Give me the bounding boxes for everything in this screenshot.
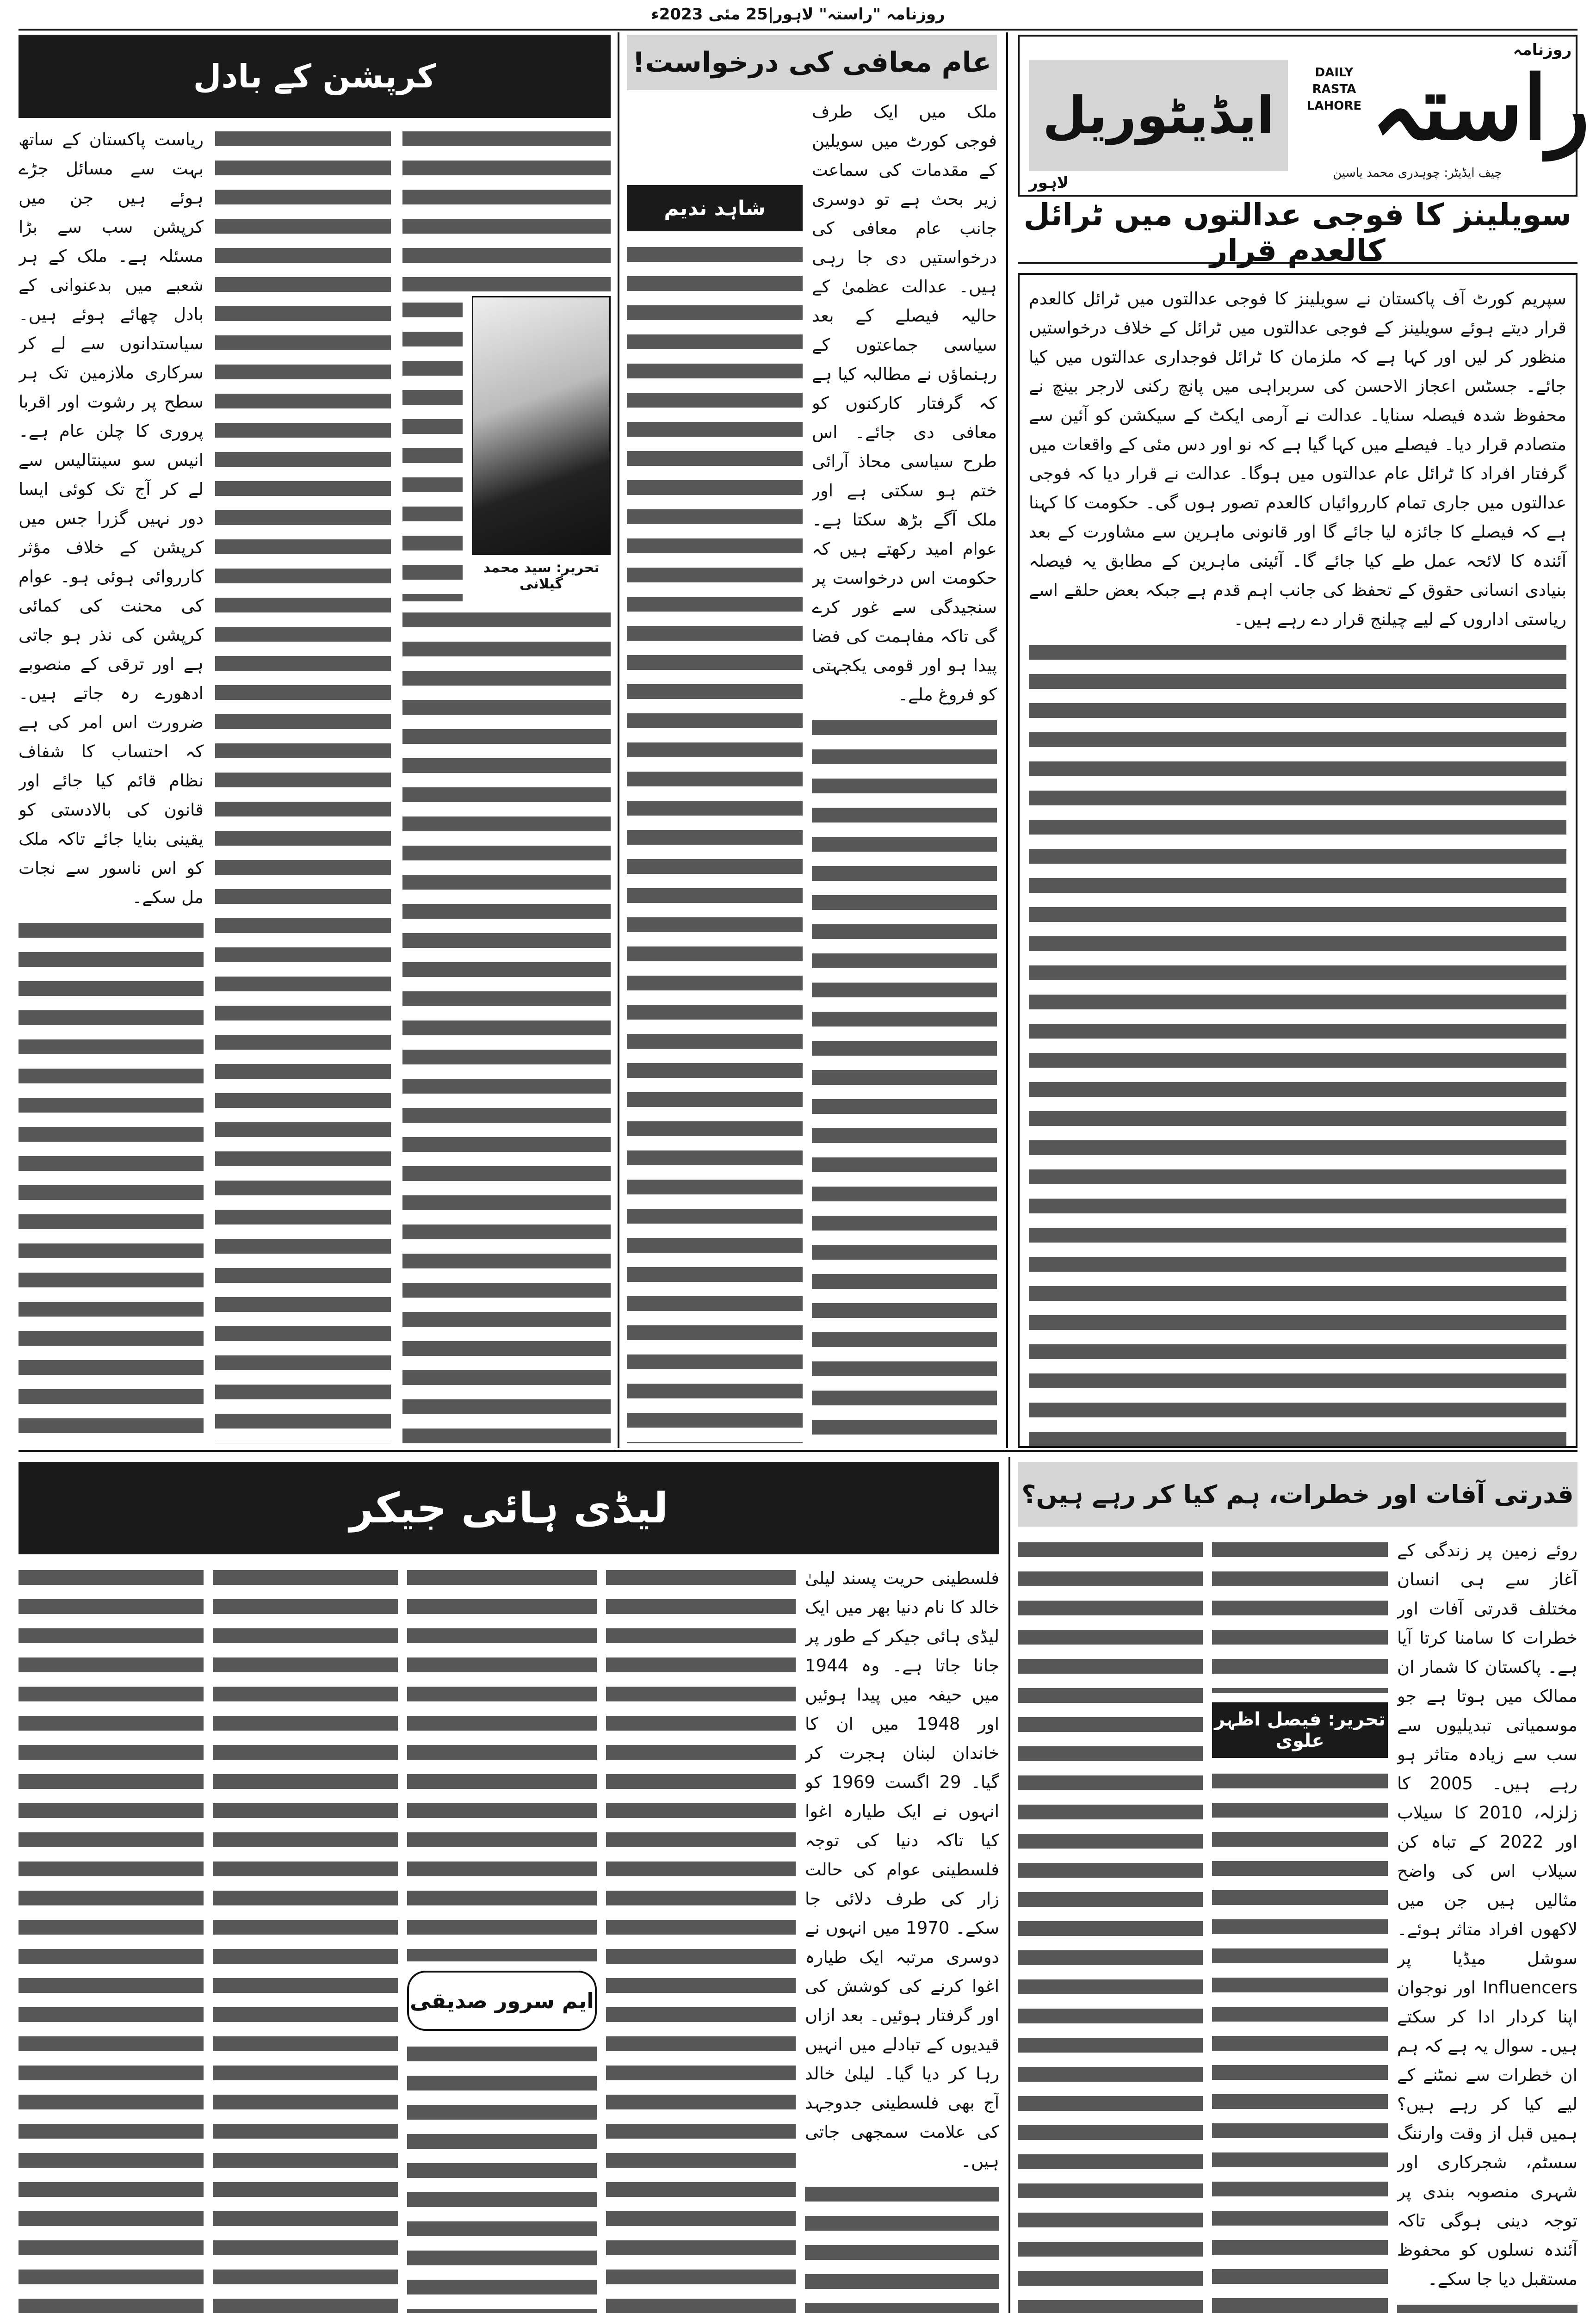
- paper-tag: روزنامہ: [1513, 41, 1572, 59]
- hijacker-body-c: [407, 1564, 597, 1961]
- hijacker-author: ایم سرور صدیقی: [407, 1971, 597, 2031]
- disasters-body-d: [1018, 1536, 1203, 2313]
- corruption-body-a: ریاست پاکستان کے ساتھ بہت سے مسائل جڑے ہوئے ہیں جن میں کرپشن سب سے بڑا مسئلہ ہے۔ ملک کے ہر شعبے میں بدعنوانی کے بادل چھائے ہوئے ہیں۔ سیاستدانوں سے لے کر سرکاری ملازمین تک ہر سطح پر رشوت اور اقربا پروری کا چلن عام ہے۔ انیس سو سینتالیس سے لے کر آج تک کوئی ایسا دور نہیں گزرا جس میں کرپشن کے خلاف مؤثر کارروائی ہوئی ہو۔ عوام کی محنت کی کمائی کرپشن کی نذر ہو جاتی ہے اور ترقی کے منصوبے ادھورے رہ جاتے ہیں۔ ضرورت اس امر کی ہے کہ احتساب کا شفاف نظام قائم کیا جائے اور قانون کی بالادستی کو یقینی بنایا جائے تاکہ ملک کو اس ناسور سے نجات مل سکے۔: [19, 125, 204, 1443]
- aam-maani-body-a: ملک میں ایک طرف فوجی کورٹ میں سویلین کے مقدمات کی سماعت زیر بحث ہے تو دوسری جانب عام معافی کی درخواستیں دی جا رہی ہیں۔ عدالت عظمیٰ کے حالیہ فیصلے کے بعد سیاسی جماعتوں کے رہنماؤں نے مطالبہ کیا ہے کہ گرفتار کارکنوں کو معافی دی جائے۔ اس طرح سیاسی محاذ آرائی ختم ہو سکتی ہے اور ملک آگے بڑھ سکتا ہے۔ عوام امید رکھتے ہیں کہ حکومت اس درخواست پر سنجیدگی سے غور کرے گی تاکہ مفاہمت کی فضا پیدا ہو اور قومی یکجہتی کو فروغ ملے۔: [812, 97, 997, 1443]
- corruption-body-c: [402, 125, 611, 291]
- city: لاہور: [1029, 173, 1069, 192]
- corruption-headline: کرپشن کے بادل: [19, 35, 611, 118]
- disasters-author: تحریر: فیصل اظہر علوی: [1212, 1702, 1388, 1758]
- disasters-body-a: روئے زمین پر زندگی کے آغاز سے ہی انسان مختلف قدرتی آفات اور خطرات کا سامنا کرتا آیا ہے۔ پاکستان کا شمار ان ممالک میں ہوتا ہے جو موسمیاتی تبدیلیوں سے سب سے زیادہ متاثر ہو رہے ہیں۔ 2005 کا زلزلہ، 2010 کا سیلاب اور 2022 کے تباہ کن سیلاب اس کی واضح مثالیں ہیں جن میں لاکھوں افراد متاثر ہوئے۔ سوشل میڈیا پر Influencers اور نوجوان اپنا کردار ادا کر سکتے ہیں۔ سوال یہ ہے کہ ہم ان خطرات سے نمٹنے کے لیے کیا کر رہے ہیں؟ ہمیں قبل از وقت وارننگ سسٹم، شجرکاری اور شہری منصوبہ بندی پر توجہ دینی ہوگی تاکہ آئندہ نسلوں کو محفوظ مستقبل دیا جا سکے۔: [1397, 1536, 1577, 2313]
- hijacker-body-e: [213, 1564, 398, 2313]
- corruption-body-d: [402, 296, 463, 601]
- aam-maani-headline: عام معافی کی درخواست!: [627, 35, 997, 90]
- corruption-body-e: [402, 606, 611, 1443]
- editorial-title: ایڈیٹوریل: [1042, 86, 1274, 145]
- date-line: روزنامہ "راستہ" لاہور|25 مئی 2023ء: [651, 5, 945, 24]
- editorial-headline: سویلینز کا فوجی عدالتوں میں ٹرائل کالعدم قرار: [1018, 204, 1577, 264]
- hijacker-headline: لیڈی ہائی جیکر: [19, 1462, 999, 1554]
- disasters-body-b: [1212, 1536, 1388, 1693]
- col-rule-1: [1006, 32, 1008, 1448]
- disasters-headline: قدرتی آفات اور خطرات، ہم کیا کر رہے ہیں؟: [1018, 1462, 1577, 1527]
- hijacker-body-f: [19, 1564, 204, 2313]
- col-rule-2: [618, 32, 619, 1448]
- corruption-body-b: [215, 125, 391, 1443]
- corruption-author: تحریر: سید محمد گیلانی: [483, 560, 600, 592]
- masthead: [1018, 35, 1590, 197]
- paper-name-latin: DAILY RASTA LAHORE: [1306, 66, 1362, 113]
- hijacker-body-b: [606, 1564, 796, 2313]
- col-rule-3: [1008, 1457, 1010, 2313]
- disasters-body-c: [1212, 1767, 1388, 2313]
- paper-name: راستہ: [1371, 56, 1590, 160]
- hijacker-body-d: [407, 2040, 597, 2313]
- editorial-title-box: [1029, 60, 1288, 171]
- author-photo: [472, 296, 611, 555]
- aam-maani-body-b: [627, 241, 803, 1443]
- top-rule: [19, 29, 1577, 31]
- editor-line: چیف ایڈیٹر: چوہدری محمد یاسین: [1333, 166, 1502, 180]
- aam-maani-author: شاہد ندیم: [627, 185, 803, 231]
- mid-rule: [19, 1450, 1577, 1452]
- hijacker-body-a: فلسطینی حریت پسند لیلیٰ خالد کا نام دنیا بھر میں ایک لیڈی ہائی جیکر کے طور پر جانا جاتا ہے۔ وہ 1944 میں حیفہ میں پیدا ہوئیں اور 1948 میں ان کا خاندان لبنان ہجرت کر گیا۔ 29 اگست 1969 کو انہوں نے ایک طیارہ اغوا کیا تاکہ دنیا کی توجہ فلسطینی عوام کی حالت زار کی طرف دلائی جا سکے۔ 1970 میں انہوں نے دوسری مرتبہ ایک طیارہ اغوا کرنے کی کوشش کی اور گرفتار ہوئیں۔ بعد ازاں قیدیوں کے تبادلے میں انہیں رہا کر دیا گیا۔ لیلیٰ خالد آج بھی فلسطینی جدوجہد کی علامت سمجھی جاتی ہیں۔: [805, 1564, 999, 2313]
- editorial-body: سپریم کورٹ آف پاکستان نے سویلینز کا فوجی عدالتوں میں ٹرائل کالعدم قرار دیتے ہوئے سویلینز کے فوجی عدالتوں میں ٹرائل کے خلاف درخواستیں منظور کر لیں اور کہا ہے کہ ملزمان کا ٹرائل فوجداری عدالتوں میں کیا جائے۔ جسٹس اعجاز الاحسن کی سربراہی میں پانچ رکنی لارجر بینچ نے محفوظ شدہ فیصلہ سنایا۔ عدالت نے آرمی ایکٹ کے سیکشن کو آئین سے متصادم قرار دیا۔ فیصلے میں کہا گیا ہے کہ نو اور دس مئی کے واقعات میں گرفتار افراد کا ٹرائل عام عدالتوں میں ہوگا۔ عدالت نے قرار دیا کہ فوجی عدالتوں میں جاری تمام کارروائیاں کالعدم تصور ہوں گی۔ حکومت کا کہنا ہے کہ فیصلے کا جائزہ لیا جائے گا اور قانونی ماہرین سے مشاورت کے بعد آئندہ کا لائحہ عمل طے کیا جائے گا۔ آئینی ماہرین کے مطابق یہ فیصلہ بنیادی انسانی حقوق کے تحفظ کی جانب اہم قدم ہے جبکہ بعض حلقے اسے ریاستی اداروں کے لیے چیلنج قرار دے رہے ہیں۔: [1018, 273, 1577, 1448]
